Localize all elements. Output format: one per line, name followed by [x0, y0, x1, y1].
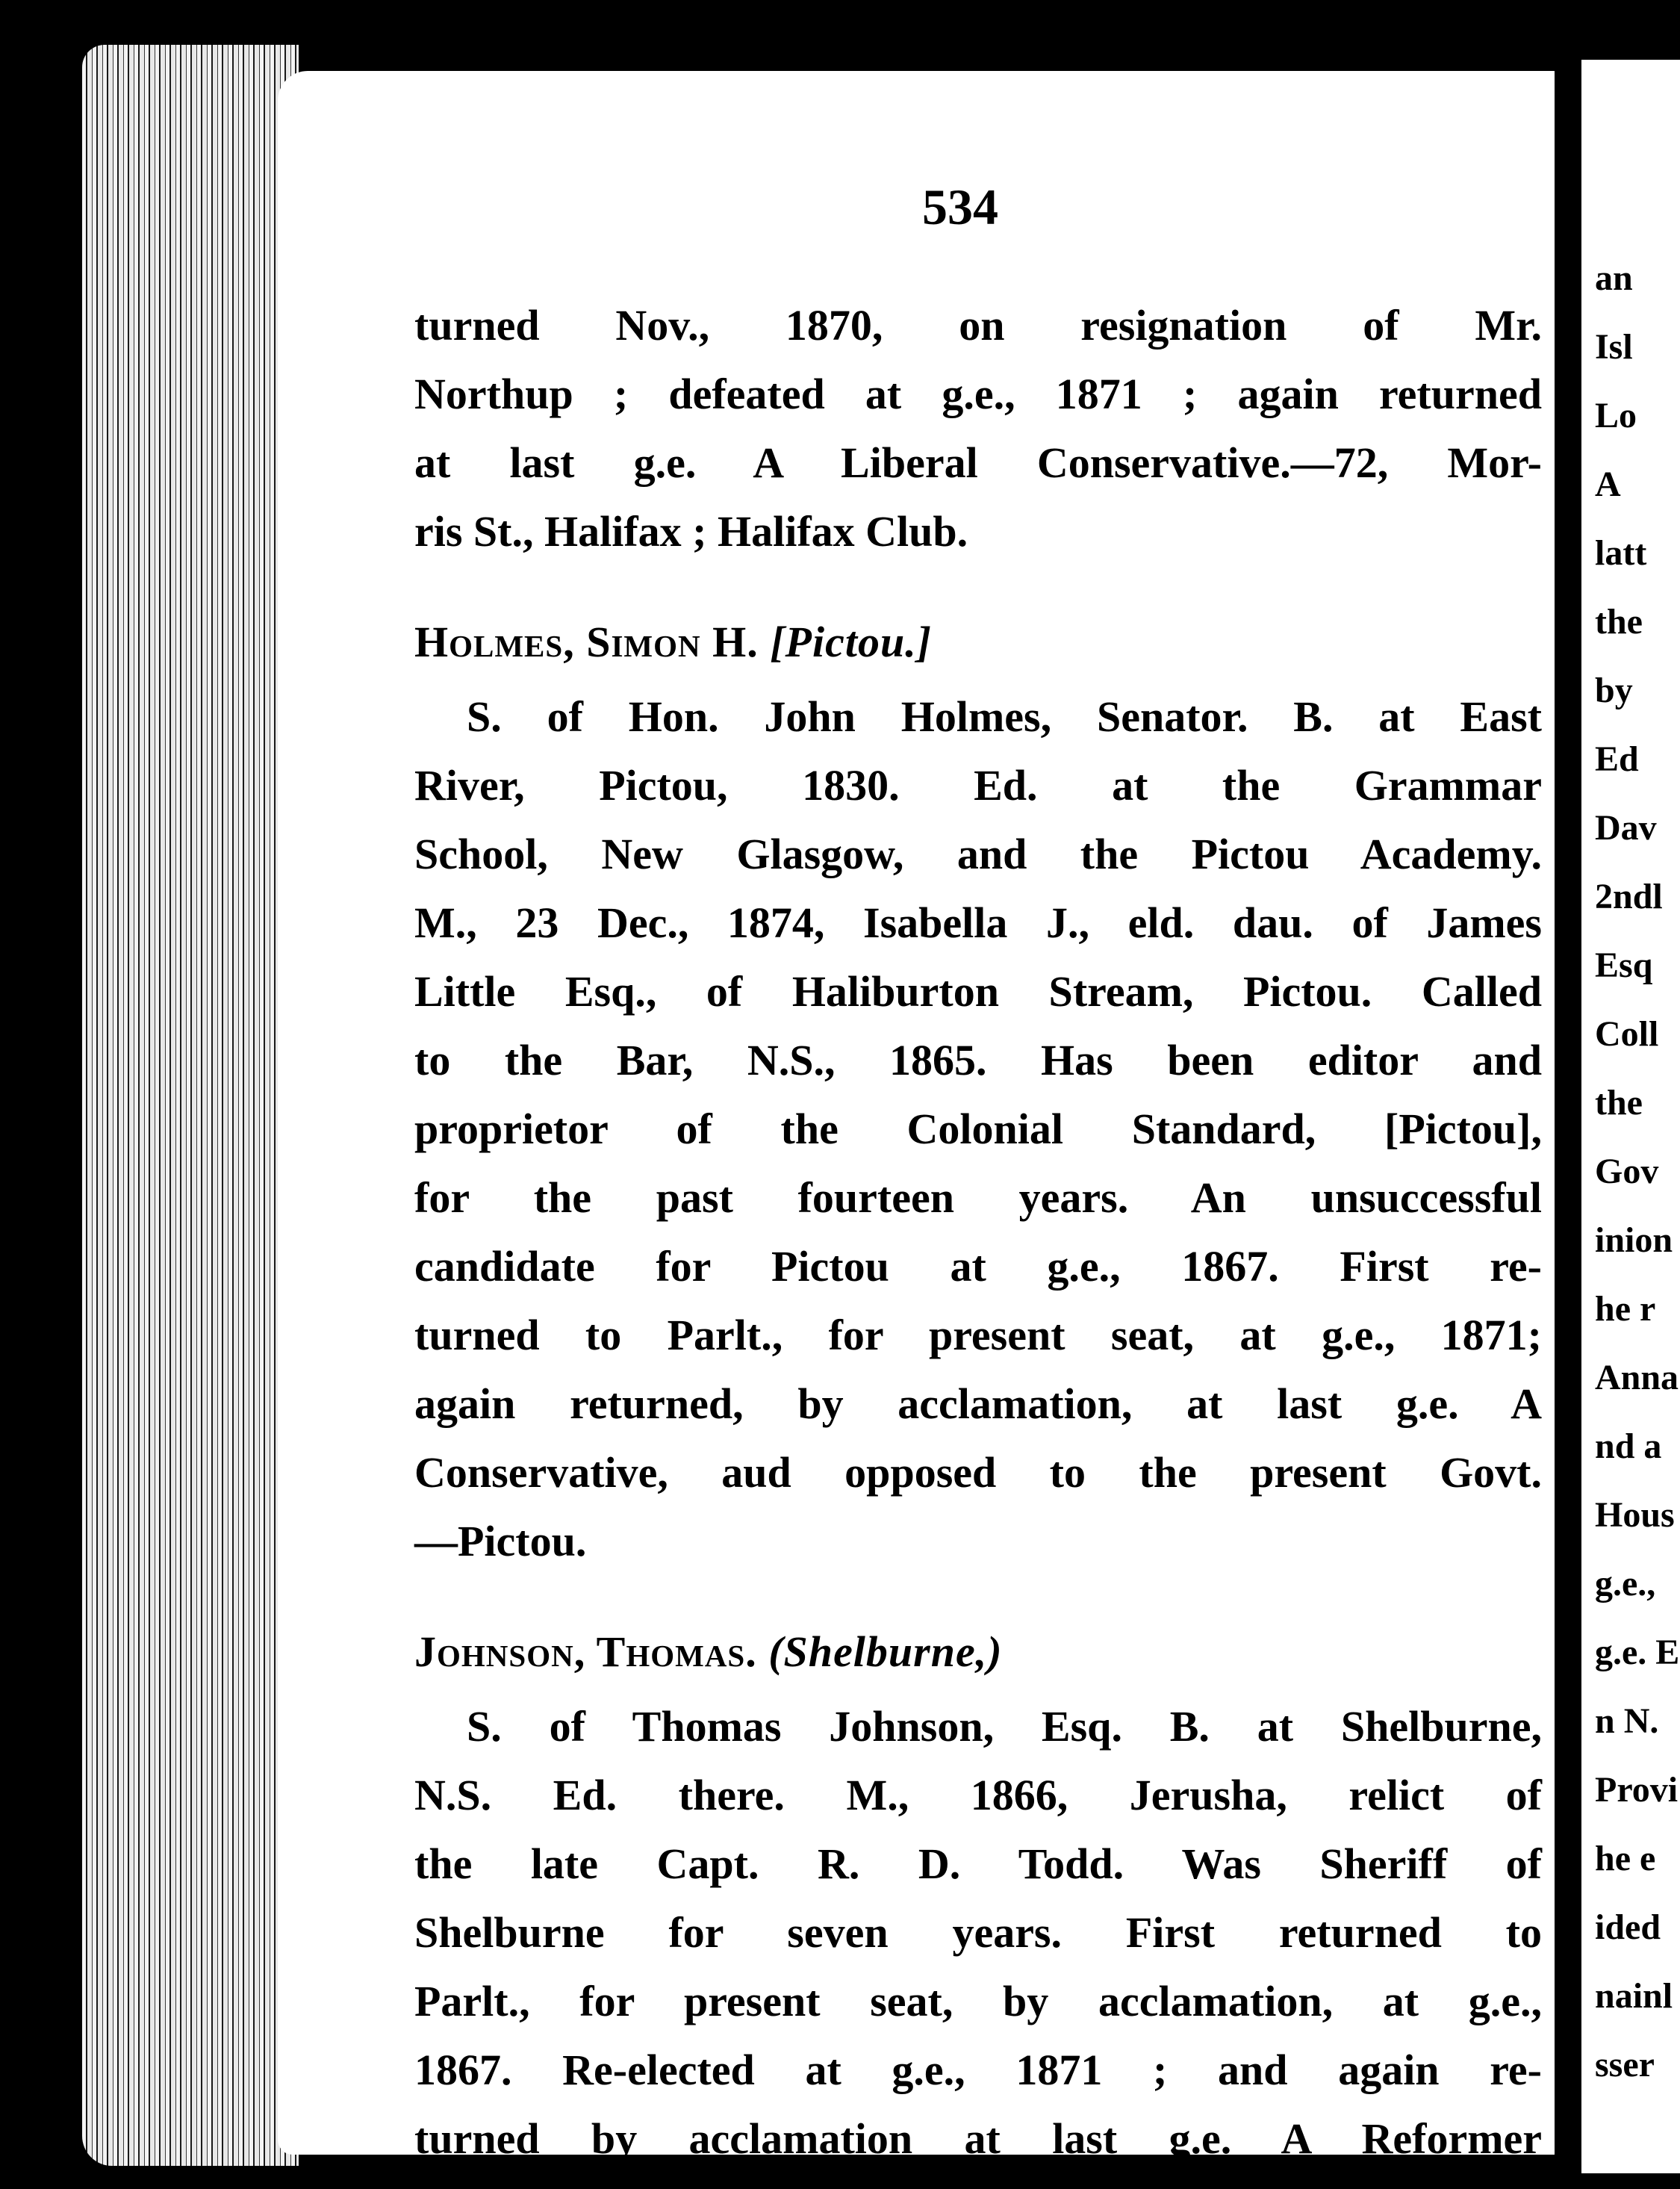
text-line: turned to Parlt., for present seat, at g.e., 1871;	[414, 1311, 1542, 1359]
right-page-text-fragment: Isl	[1595, 327, 1633, 367]
right-page-text-fragment: latt	[1595, 533, 1647, 573]
text-line: S. of Hon. John Holmes, Senator. B. at East	[467, 692, 1542, 741]
right-page-text-fragment: an	[1595, 258, 1633, 298]
right-page-text-fragment: Ed	[1595, 739, 1639, 779]
right-page-text-fragment: n N.	[1595, 1701, 1659, 1741]
text-line: Parlt., for present seat, by acclamation, at g.e.,	[414, 1977, 1542, 2025]
entry-constituency: [Pictou.]	[770, 618, 933, 666]
text-line: at last g.e. A Liberal Conservative.—72, Mor-	[414, 438, 1542, 487]
text-line: ris St., Halifax ; Halifax Club.	[414, 507, 968, 556]
right-page-text-fragment: Hous	[1595, 1495, 1675, 1535]
right-page-text-fragment: sser	[1595, 2045, 1655, 2084]
text-line: Conservative, aud opposed to the present Govt.	[414, 1448, 1542, 1497]
right-page-text-fragment: the	[1595, 602, 1643, 642]
right-page-text-fragment: inion	[1595, 1220, 1673, 1260]
entry-constituency: (Shelburne,)	[768, 1627, 1003, 1676]
text-line: 1867. Re-elected at g.e., 1871 ; and again re-	[414, 2046, 1542, 2094]
text-line: again returned, by acclamation, at last g.e. A	[414, 1379, 1542, 1428]
right-page-text-fragment: A	[1595, 465, 1621, 504]
right-page-text-fragment: nd a	[1595, 1426, 1662, 1466]
gutter-shadow	[1555, 52, 1584, 2189]
text-line: the late Capt. R. D. Todd. Was Sheriff of	[414, 1839, 1542, 1888]
entry-paragraph	[414, 683, 1542, 1576]
text-line: N.S. Ed. there. M., 1866, Jerusha, relict of	[414, 1771, 1542, 1819]
entry-name: Holmes, Simon H.	[414, 618, 759, 666]
text-line: S. of Thomas Johnson, Esq. B. at Shelburne,	[467, 1702, 1542, 1751]
page-edges	[82, 45, 299, 2166]
page-number: 534	[922, 178, 998, 235]
right-page-text-fragment: g.e. E	[1595, 1633, 1680, 1672]
right-page-text-fragment: Coll	[1595, 1014, 1659, 1054]
continuation-paragraph	[414, 291, 1542, 566]
right-page-text-fragment: the	[1595, 1083, 1643, 1123]
text-line: Northup ; defeated at g.e., 1871 ; again returned	[414, 370, 1542, 418]
text-line: turned by acclamation at last g.e. A Reformer	[414, 2114, 1542, 2163]
right-page-text-fragment: g.e.,	[1595, 1564, 1656, 1603]
page-text	[414, 291, 1542, 2173]
entry-heading	[414, 1618, 1542, 1686]
text-line: School, New Glasgow, and the Pictou Academy.	[414, 830, 1542, 878]
text-line: Shelburne for seven years. First returned to	[414, 1908, 1542, 1957]
right-page-text-fragment: nainl	[1595, 1976, 1673, 2016]
entry-name: Johnson, Thomas.	[414, 1627, 757, 1676]
text-line: M., 23 Dec., 1874, Isabella J., eld. dau. of James	[414, 898, 1542, 947]
right-page-text-fragment: he r	[1595, 1289, 1656, 1329]
text-line: River, Pictou, 1830. Ed. at the Grammar	[414, 761, 1542, 810]
right-page-text-fragment: Gov	[1595, 1152, 1659, 1191]
text-line: proprietor of the Colonial Standard, [Pictou],	[414, 1105, 1542, 1153]
text-line: —Pictou.	[414, 1517, 587, 1565]
text-line: Little Esq., of Haliburton Stream, Pictou. Called	[414, 967, 1542, 1016]
right-page-fragment	[1581, 60, 1680, 2173]
right-page-text-fragment: Provi	[1595, 1770, 1679, 1810]
right-page-text-fragment: Dav	[1595, 808, 1657, 848]
right-page-text-fragment: ided	[1595, 1907, 1661, 1947]
text-line: for the past fourteen years. An unsuccessful	[414, 1173, 1542, 1222]
text-line: candidate for Pictou at g.e., 1867. First re-	[414, 1242, 1542, 1291]
right-page-text-fragment: by	[1595, 671, 1633, 710]
right-page-text-fragment: Anna	[1595, 1358, 1679, 1397]
right-page-text-fragment: Esq	[1595, 946, 1653, 985]
text-line: to the Bar, N.S., 1865. Has been editor and	[414, 1036, 1542, 1084]
right-page-text-fragment: he e	[1595, 1839, 1656, 1878]
right-page-text-fragment: Lo	[1595, 396, 1637, 435]
entry-heading	[414, 608, 1542, 677]
right-page-text-fragment: 2ndl	[1595, 877, 1663, 916]
text-line: turned Nov., 1870, on resignation of Mr.	[414, 301, 1542, 350]
entry-paragraph	[414, 1692, 1542, 2173]
